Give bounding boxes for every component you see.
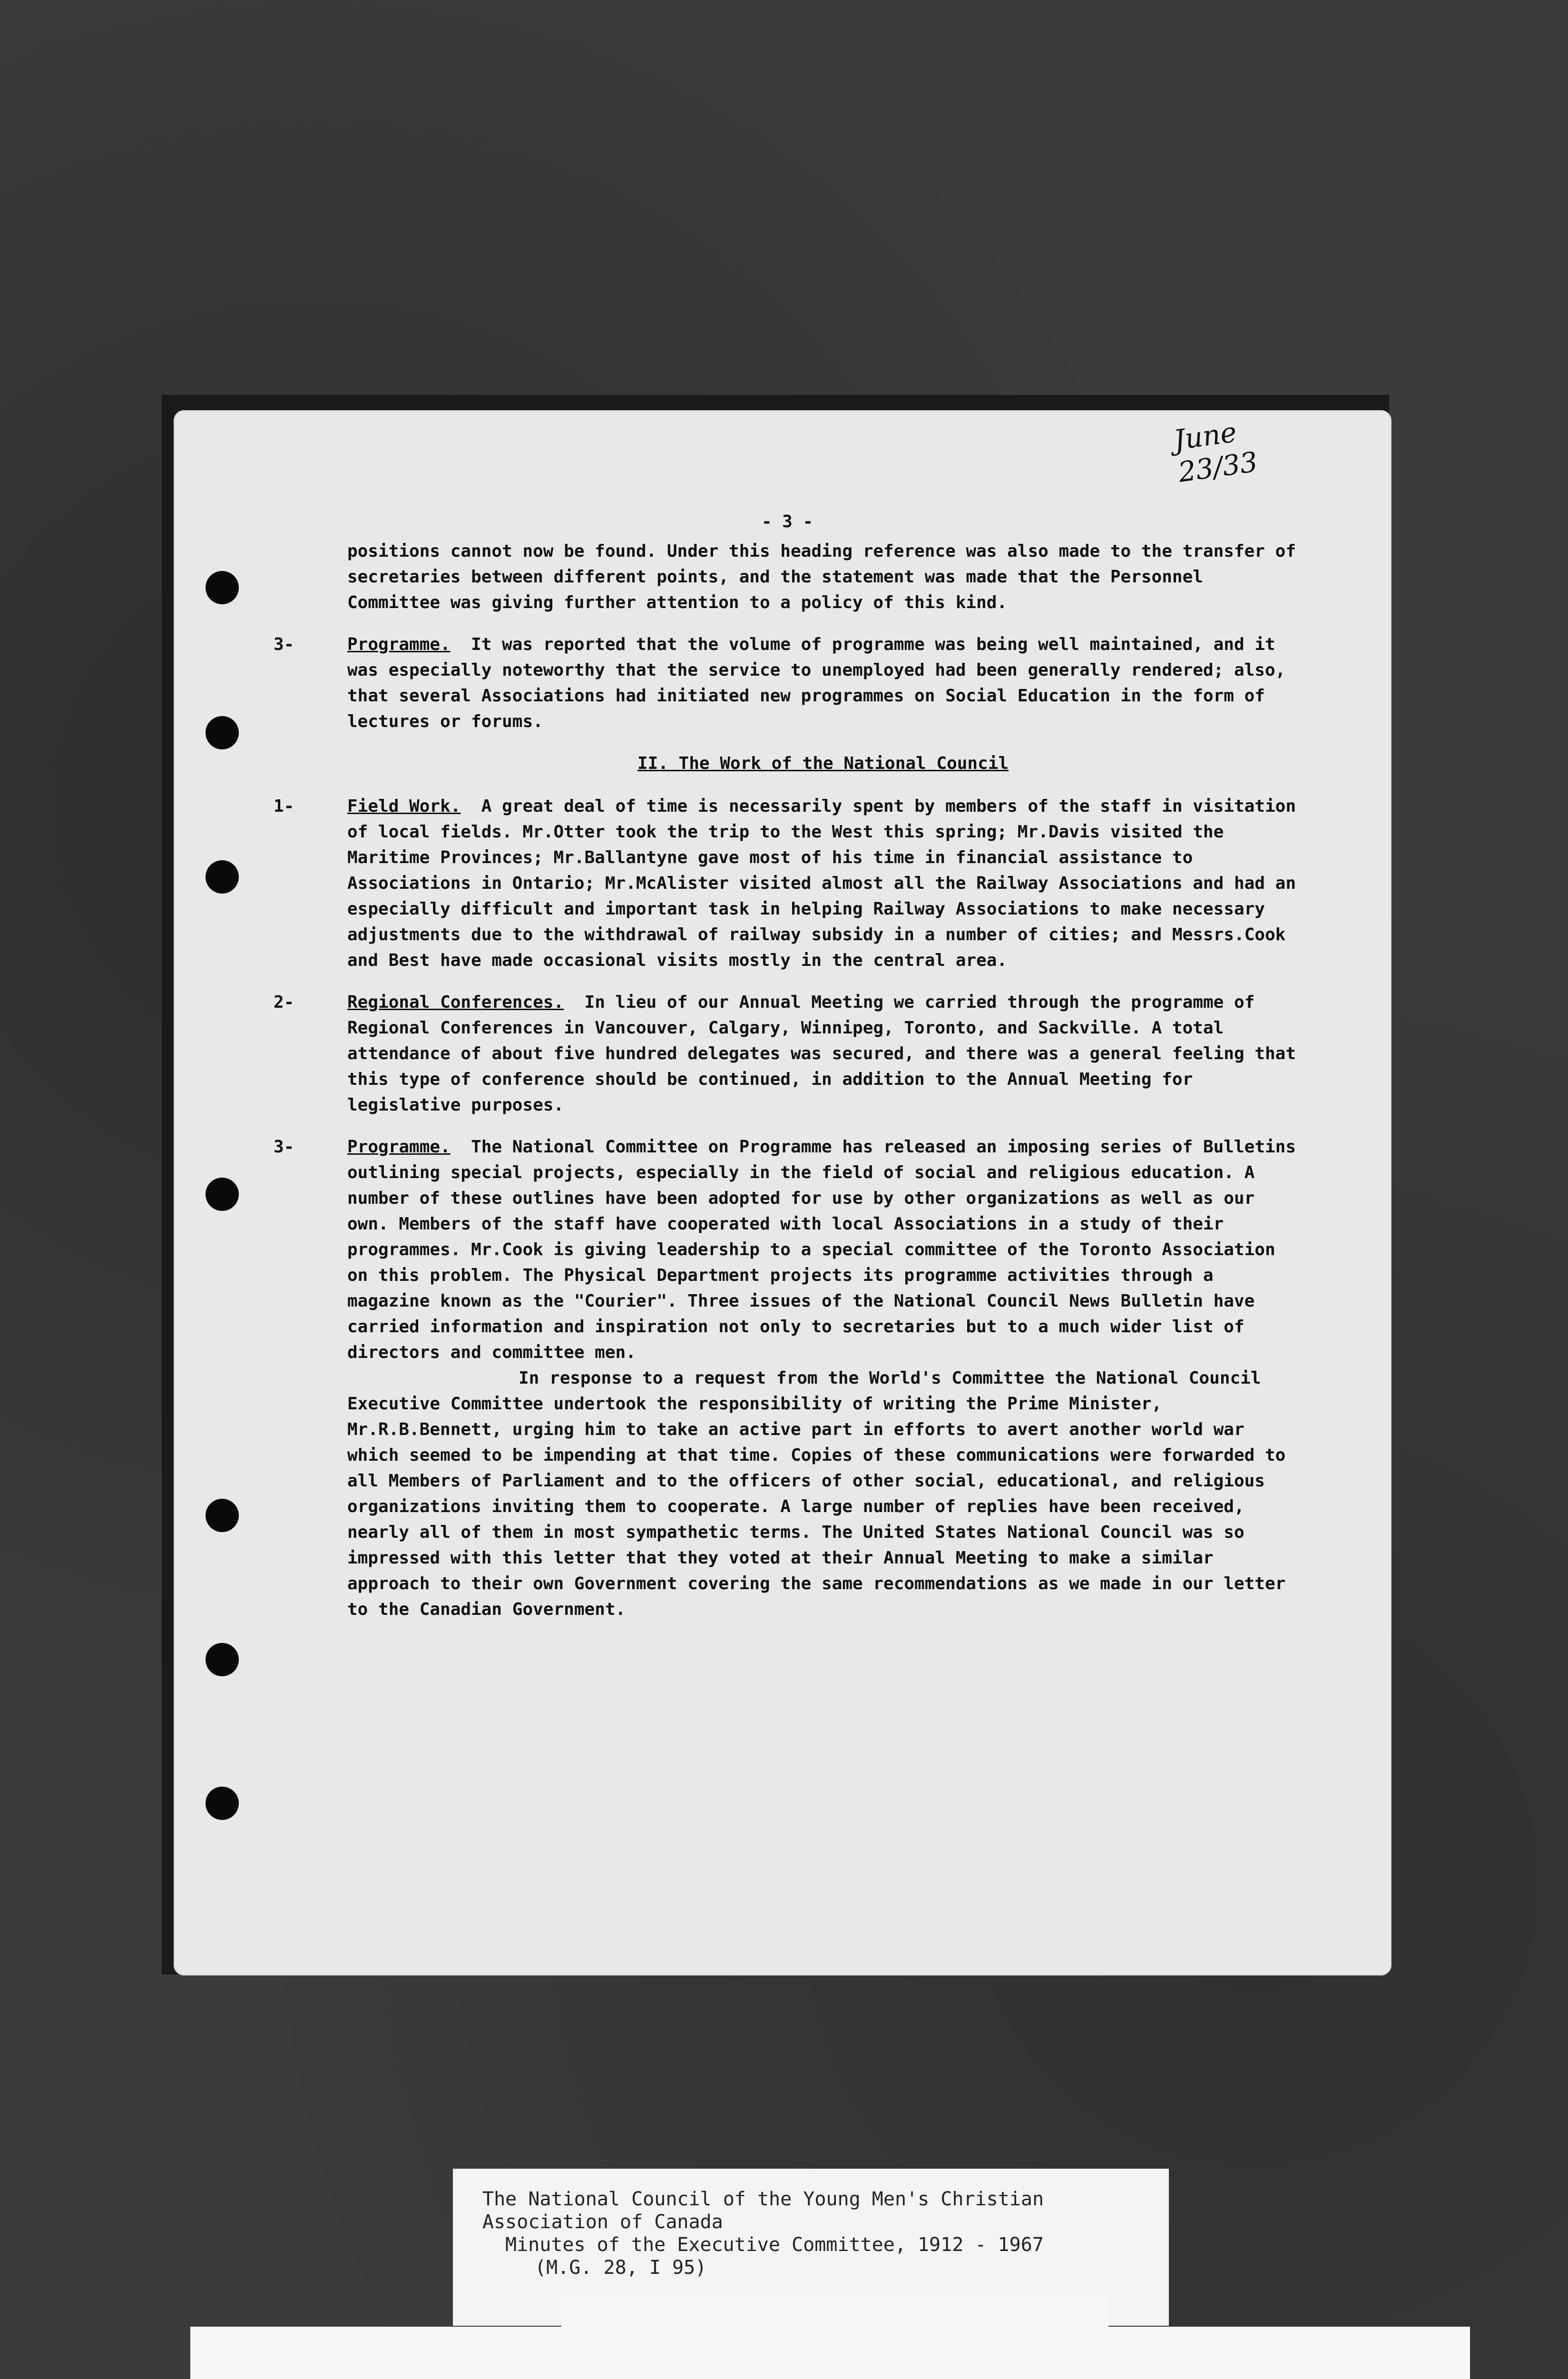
punch-hole bbox=[206, 860, 239, 894]
item-regional-conferences bbox=[274, 990, 1299, 1118]
item-number: 3- bbox=[274, 635, 294, 654]
document-text bbox=[274, 509, 1299, 1639]
item-field-work bbox=[274, 794, 1299, 973]
punch-hole bbox=[206, 1499, 239, 1532]
item-text: In lieu of our Annual Meeting we carried through the programme of Regional Conferences in Vancouver, Calgary, Winnipeg, Toronto, and Sackville. A total attendance of about five hundred delegates was secured, and there was a general feeling that this type of conference should be continued, in addition to the Annual Meeting for legislative purposes. bbox=[347, 993, 1296, 1115]
label-line: Minutes of the Executive Committee, 1912 - 1967 bbox=[505, 2234, 1044, 2256]
item-title: Programme. bbox=[347, 1137, 451, 1157]
punch-hole bbox=[206, 1178, 239, 1211]
punch-hole bbox=[206, 571, 239, 604]
section-heading: II. The Work of the National Council bbox=[637, 754, 1009, 773]
punch-hole bbox=[206, 1787, 239, 1820]
item-national-programme bbox=[274, 1134, 1299, 1622]
item-title: Regional Conferences. bbox=[347, 993, 564, 1012]
label-line: Association of Canada bbox=[482, 2211, 723, 2233]
label-line: (M.G. 28, I 95) bbox=[535, 2257, 707, 2279]
punch-hole bbox=[206, 1643, 239, 1676]
page-number: - 3 - bbox=[761, 512, 813, 531]
continuation-paragraph: positions cannot now be found. Under this heading reference was also made to the transfer of secretaries between different points, and the statement was made that the Personnel Committee was giving further attention to a policy of this kind. bbox=[347, 541, 1296, 612]
item-title: Field Work. bbox=[347, 796, 461, 816]
item-number: 2- bbox=[274, 993, 294, 1012]
item-title: Programme. bbox=[347, 635, 451, 654]
archive-card bbox=[190, 2327, 1470, 2379]
item-text-continued: In response to a request from the World's Committee the National Council Executive Committee undertook the responsibility of writing the Prime Minister, Mr.R.B.Bennett, urging him to take an active part in efforts to avert another world war which seemed to be impending at that time. Copies of these communications were forwarded to all Members of Parliament and to the officers of other social, educational, and religious organizations inviting them to cooperate. A large number of replies have been received, nearly all of them in most sympathetic terms. The United States National Council was so impressed with this letter that they voted at their Annual Meeting to make a similar approach to their own Government covering the same recommendations as we made in our letter to the Canadian Government. bbox=[347, 1368, 1286, 1619]
item-number: 3- bbox=[274, 1137, 294, 1157]
label-line: The National Council of the Young Men's Christian bbox=[482, 2188, 1044, 2210]
item-text: It was reported that the volume of programme was being well maintained, and it was especially noteworthy that the service to unemployed had been generally rendered; also, that several Associations had initiated new programmes on Social Education in the form of lectures or forums. bbox=[347, 635, 1286, 731]
item-number: 1- bbox=[274, 796, 294, 816]
punch-hole bbox=[206, 716, 239, 749]
item-text: The National Committee on Programme has released an imposing series of Bulletins outlining special projects, especially in the field of social and religious education. A number of these outlines have been adopted for use by other organizations as well as our own. Members of the staff have cooperated with local Associations in a study of their programmes. Mr.Cook is giving leadership to a special committee of the Toronto Association on this problem. The Physical Department projects its programme activities through a magazine known as the "Courier". Three issues of the National Council News Bulletin have carried information and inspiration not only to secretaries but to a much wider list of directors and committee men. bbox=[347, 1137, 1296, 1362]
item-text: A great deal of time is necessarily spent by members of the staff in visitation of local fields. Mr.Otter took the trip to the West this spring; Mr.Davis visited the Maritime Provinces; Mr.Ballantyne gave most of his time in financial assistance to Associations in Ontario; Mr.McAlister visited almost all the Railway Associations and had an especially difficult and important task in helping Railway Associations to make necessary adjustments due to the withdrawal of railway subsidy in a number of cities; and Messrs.Cook and Best have made occasional visits mostly in the central area. bbox=[347, 796, 1296, 970]
handwritten-date: June 23/33 bbox=[1172, 415, 1260, 489]
item-programme bbox=[274, 632, 1299, 735]
